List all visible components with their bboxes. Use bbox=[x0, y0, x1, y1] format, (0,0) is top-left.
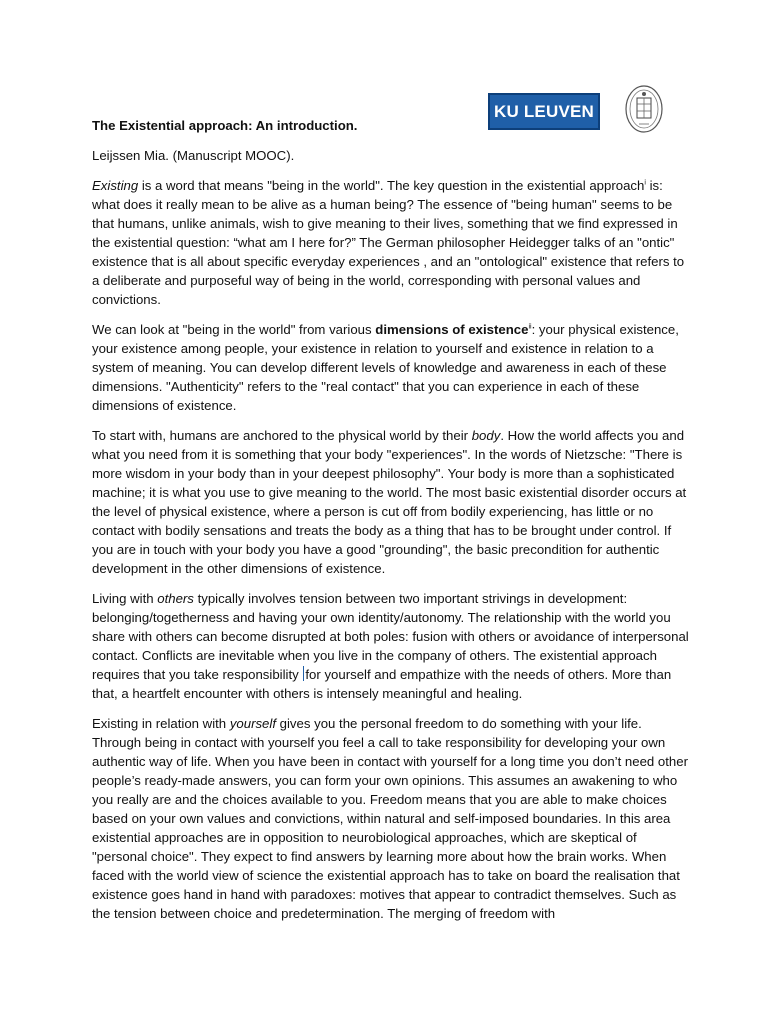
paragraph-text: gives you the personal freedom to do something with your life. Through being in contact with yourself you feel a call to take responsibility for developing your own authentic way of life. When you have been in contact with yourself for a long time you don’t need other people’s ready-made answers, you can form your own opinions. This assumes an awakening to who you really are and the choices available to you. Freedom means that you are able to make choices based on your own values and convictions, within natural and self-imposed boundaries. In this area existential approaches are in opposition to neurobiological approaches, which are skeptical of "personal choice". They expect to find answers by learning more about how the brain works. When faced with the world view of science the existential approach has to take on board the realisation that existence goes hand in hand with paradoxes: motives that appear to contradict themselves. Such as the tension between choice and predetermination. The merging of freedom with bbox=[92, 716, 688, 921]
logo-text: KU LEUVEN bbox=[493, 101, 595, 121]
paragraph-yourself bbox=[92, 714, 692, 923]
paragraph-text: Existing in relation with bbox=[92, 716, 230, 731]
document-author: Leijssen Mia. (Manuscript MOOC). bbox=[92, 148, 295, 163]
paragraph-text: Living with bbox=[92, 591, 158, 606]
paragraph-text: is: what does it really mean to be alive as a human being? The essence of "being human" seems to be that humans, unlike animals, wish to give meaning to their lives, something that we find expressed in the existential question: “what am I here for?” The German philosopher Heidegger talks of an "ontic" existence that is all about specific everyday experiences , and an "ontological" existence that refers to a deliberate and purposeful way of being in the world, corresponding with personal values and convictions. bbox=[92, 178, 685, 307]
term-existing: Existing bbox=[92, 178, 139, 193]
paragraph-text: : your physical existence, your existence among people, your existence in relation to yourself and existence in relation to a system of meaning. You can develop different levels of knowledge and awareness in each of these dimensions. "Authenticity" refers to the "real contact" that you can experience in each of these dimensions of existence. bbox=[92, 322, 679, 413]
paragraph-text: . How the world affects you and what you need from it is something that your body "experiences". In the words of Nietzsche: "There is more wisdom in your body than in your deepest philosophy". Your body is more than a sophisticated machine; it is what you use to give meaning to the world. The most basic existential disorder occurs at the level of physical existence, where a person is cut off from bodily experiencing, has little or no contact with bodily sensations and treats the body as a thing that has to be brought under control. If you are in touch with your body you have a good "grounding", the basic precondition for authentic development in the other dimensions of existence. bbox=[92, 428, 687, 576]
footnote-ref-ii[interactable]: ii bbox=[528, 323, 532, 331]
term-body: body bbox=[471, 428, 501, 443]
paragraph-dimensions bbox=[92, 320, 692, 415]
paragraph-text: is a word that means "being in the world". The key question in the existential approach bbox=[138, 178, 645, 193]
footnote-ref-i[interactable]: i bbox=[644, 179, 646, 187]
term-dimensions: dimensions of existence bbox=[375, 322, 529, 337]
paragraph-others bbox=[92, 589, 692, 703]
paragraph-body bbox=[92, 426, 692, 578]
document-title: The Existential approach: An introduction. bbox=[92, 118, 358, 133]
paragraph-existing bbox=[92, 176, 692, 309]
term-others: others bbox=[157, 591, 194, 606]
paragraph-text: typically involves tension between two important strivings in development: belonging/togetherness and having your own identity/autonomy. The relationship with the world you share with others can become disrupted at both poles: fusion with others or avoidance of interpersonal contact. Conflicts are inevitable when you live in the company of others. The existential approach requires that you take responsibility bbox=[92, 591, 689, 682]
term-yourself: yourself bbox=[229, 716, 276, 731]
paragraph-text: We can look at "being in the world" from various bbox=[92, 322, 376, 337]
paragraph-text: To start with, humans are anchored to the physical world by their bbox=[92, 428, 472, 443]
document-body bbox=[92, 116, 692, 923]
paragraph-text: for yourself and empathize with the needs of others. More than that, a heartfelt encounter with others is intensely meaningful and healing. bbox=[92, 667, 672, 701]
